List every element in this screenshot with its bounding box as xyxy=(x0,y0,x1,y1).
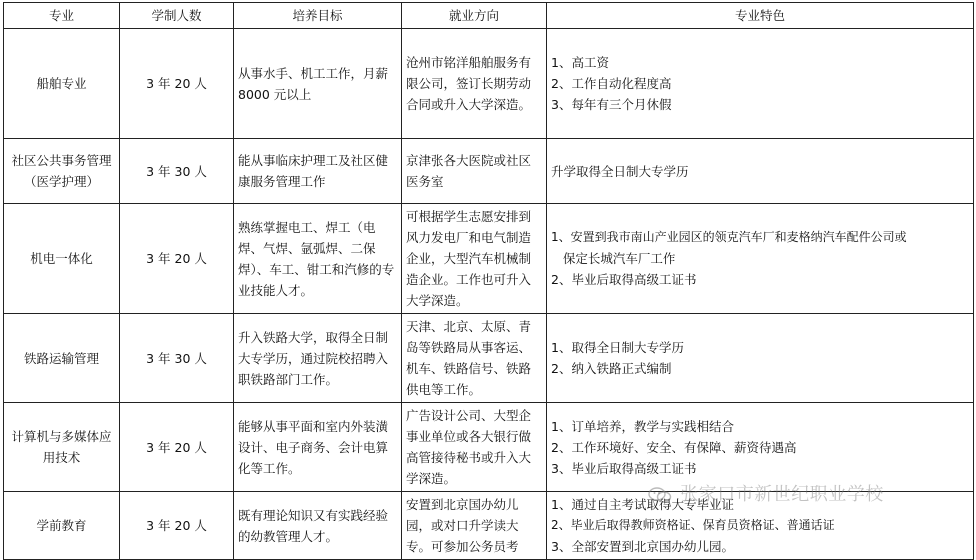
employment-cell: 京津张各大医院或社区医务室 xyxy=(402,139,547,204)
major-cell: 铁路运输管理 xyxy=(4,314,120,403)
header-goal: 培养目标 xyxy=(234,3,402,29)
employment-cell: 天津、北京、太原、青岛等铁路局从事客运、机车、铁路信号、铁路供电等工作。 xyxy=(402,314,547,403)
feature-line: 升学取得全日制大专学历 xyxy=(551,163,689,179)
header-years: 学制人数 xyxy=(120,3,234,29)
table-row xyxy=(4,29,974,139)
employment-cell: 沧州市铭洋船舶服务有限公司，签订长期劳动合同或升入大学深造。 xyxy=(402,29,547,139)
header-employment: 就业方向 xyxy=(402,3,547,29)
feature-line: 3、每年有三个月休假 xyxy=(551,97,672,112)
goal-cell: 熟练掌握电工、焊工（电焊、气焊、氩弧焊、二保焊）、车工、钳工和汽修的专业技能人才。 xyxy=(234,204,402,314)
features-cell xyxy=(547,204,974,314)
major-cell: 机电一体化 xyxy=(4,204,120,314)
feature-line: 1、高工资 xyxy=(551,55,609,70)
feature-line: 1、订单培养，教学与实践相结合 xyxy=(551,418,734,434)
years-cell: 3 年 20 人 xyxy=(120,29,234,139)
feature-line: 2、工作环境好、安全、有保障、薪资待遇高 xyxy=(551,439,797,455)
feature-line: 3、毕业后取得高级工证书 xyxy=(551,460,697,476)
employment-cell: 可根据学生志愿安排到风力发电厂和电气制造企业，大型汽车机械制造企业。工作也可升入大学深造。 xyxy=(402,204,547,314)
major-cell: 船舶专业 xyxy=(4,29,120,139)
goal-cell: 既有理论知识又有实践经验的幼教管理人才。 xyxy=(234,492,402,560)
header-features: 专业特色 xyxy=(547,3,974,29)
years-cell: 3 年 20 人 xyxy=(120,204,234,314)
goal-cell: 能从事临床护理工及社区健康服务管理工作 xyxy=(234,139,402,204)
watermark-text: 张家口市新世纪职业学校 xyxy=(680,484,884,505)
years-cell: 3 年 20 人 xyxy=(120,403,234,492)
feature-line: 1、通过自主考试取得大专毕业证 xyxy=(551,497,734,512)
feature-line: 2、毕业后取得教师资格证、保育员资格证、普通话证 xyxy=(551,518,835,532)
employment-cell: 广告设计公司、大型企事业单位或各大银行做高管接待秘书或升入大学深造。 xyxy=(402,403,547,492)
major-cell: 学前教育 xyxy=(4,492,120,560)
goal-cell: 能够从事平面和室内外装潢设计、电子商务、会计电算化等工作。 xyxy=(234,403,402,492)
features-cell xyxy=(547,492,974,560)
table-row xyxy=(4,139,974,204)
feature-line: 2、毕业后取得高级工证书 xyxy=(551,272,697,287)
table-header-row xyxy=(4,3,974,29)
employment-cell: 安置到北京国办幼儿园，或对口升学读大专。可参加公务员考 xyxy=(402,492,547,560)
features-cell xyxy=(547,139,974,204)
feature-line: 2、工作自动化程度高 xyxy=(551,76,672,91)
feature-line: 1、取得全日制大专学历 xyxy=(551,340,684,355)
majors-table xyxy=(3,2,974,560)
major-cell: 计算机与多媒体应用技术 xyxy=(4,403,120,492)
header-major: 专业 xyxy=(4,3,120,29)
features-cell xyxy=(547,403,974,492)
table-row xyxy=(4,492,974,560)
feature-line: 1、安置到我市南山产业园区的领克汽车厂和麦格纳汽车配件公司或 xyxy=(551,230,907,244)
table-row xyxy=(4,403,974,492)
major-cell: 社区公共事务管理（医学护理） xyxy=(4,139,120,204)
feature-line: 2、纳入铁路正式编制 xyxy=(551,361,672,376)
features-cell xyxy=(547,29,974,139)
table-row xyxy=(4,314,974,403)
table-row xyxy=(4,204,974,314)
years-cell: 3 年 30 人 xyxy=(120,139,234,204)
goal-cell: 从事水手、机工工作，月薪 8000 元以上 xyxy=(234,29,402,139)
feature-line: 保定长城汽车厂工作 xyxy=(551,251,676,266)
goal-cell: 升入铁路大学，取得全日制大专学历，通过院校招聘入职铁路部门工作。 xyxy=(234,314,402,403)
features-cell xyxy=(547,314,974,403)
feature-line: 3、全部安置到北京国办幼儿园。 xyxy=(551,539,734,554)
years-cell: 3 年 20 人 xyxy=(120,492,234,560)
years-cell: 3 年 30 人 xyxy=(120,314,234,403)
